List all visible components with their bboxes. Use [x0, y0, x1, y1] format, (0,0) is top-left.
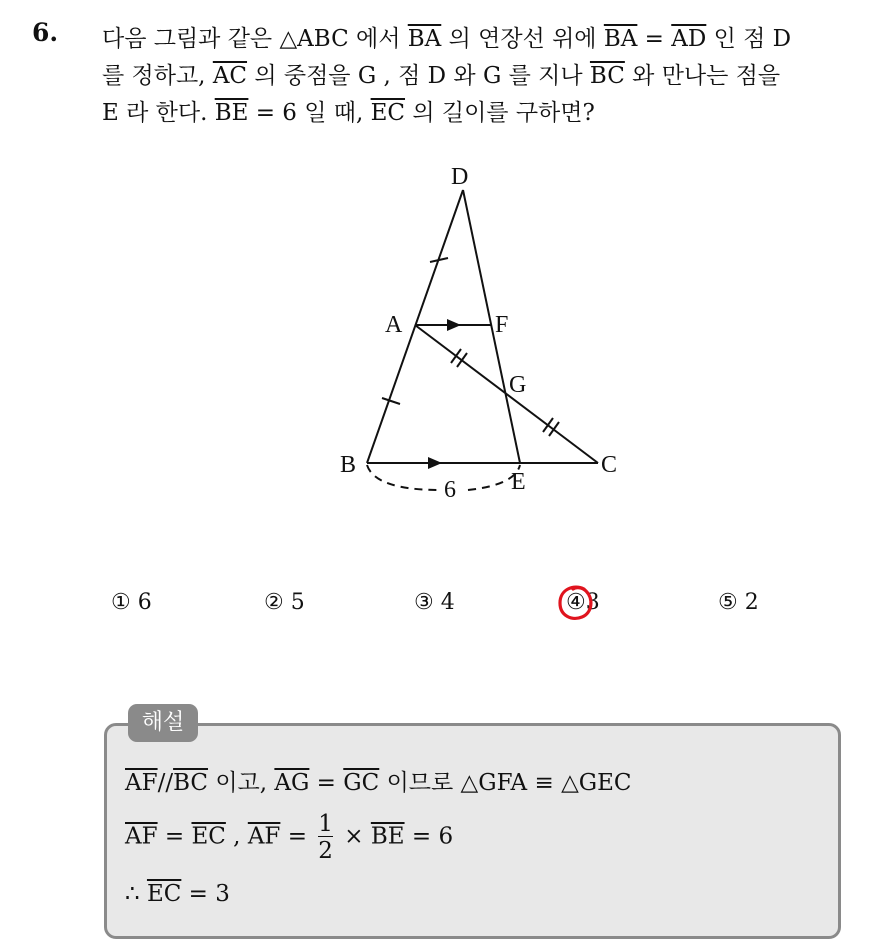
segment-be: $\overline{BE}$ — [370, 823, 405, 850]
length-brace-left — [367, 465, 440, 490]
choice-value: 6 — [137, 590, 152, 615]
choice-value: 3 — [585, 590, 600, 615]
text: = 6 일 때, — [248, 100, 371, 126]
therefore-symbol: ∴ — [125, 881, 147, 907]
label-f: F — [495, 312, 509, 338]
segment-be: $\overline{BE}$ — [214, 100, 249, 126]
text: = — [637, 26, 672, 52]
text: 의 길이를 구하면? — [405, 100, 595, 126]
double-tick-icon — [543, 418, 553, 432]
segment-gc: $\overline{GC}$ — [343, 770, 380, 796]
double-tick-icon — [451, 349, 461, 363]
segment-ac — [415, 325, 598, 463]
segment-de — [463, 190, 520, 463]
tick-mark-icon — [382, 398, 400, 404]
choice-3[interactable] — [414, 590, 455, 615]
segment-ba: $\overline{BA}$ — [603, 26, 638, 52]
segment-ec: $\overline{EC}$ — [191, 823, 226, 850]
text: × — [336, 823, 371, 850]
text: = 6 — [404, 823, 454, 850]
label-b: B — [340, 452, 357, 478]
text: 의 연장선 위에 — [441, 26, 604, 52]
solution-line-2 — [125, 812, 453, 863]
label-be-length: 6 — [444, 477, 456, 503]
fraction-one-half — [318, 812, 333, 863]
choice-symbol: ② — [264, 590, 284, 615]
segment-ad: $\overline{AD}$ — [671, 26, 707, 52]
segment-af: $\overline{AF}$ — [247, 823, 281, 850]
double-tick-icon — [549, 422, 559, 436]
choice-symbol: ④ — [566, 590, 586, 615]
parallel-arrow-icon — [447, 319, 461, 331]
text: 의 중점을 G , 점 D 와 G 를 지나 — [247, 63, 590, 89]
label-d: D — [451, 164, 469, 190]
text: = — [157, 823, 192, 850]
segment-af: $\overline{AF}$ — [125, 770, 158, 796]
choice-symbol: ⑤ — [718, 590, 738, 615]
text: = 3 — [181, 881, 230, 907]
segment-ag: $\overline{AG}$ — [274, 770, 310, 796]
choice-value: 4 — [440, 590, 455, 615]
choice-value: 2 — [744, 590, 759, 615]
text: 를 정하고, — [102, 63, 213, 89]
choice-value: 5 — [290, 590, 305, 615]
solution-line-1 — [125, 764, 632, 797]
segment-ec: $\overline{EC}$ — [370, 100, 406, 126]
text: 이므로 △GFA ≡ △GEC — [379, 770, 632, 796]
segment-bc: $\overline{BC}$ — [173, 770, 209, 796]
choice-2[interactable] — [264, 590, 305, 615]
label-c: C — [601, 452, 618, 478]
text: E 라 한다. — [102, 100, 215, 126]
segment-ba: $\overline{BA}$ — [407, 26, 442, 52]
parallel-symbol: // — [157, 770, 174, 796]
solution-line-3 — [125, 881, 230, 907]
answer-circle-mark-icon — [556, 583, 596, 623]
solution-tab: 해설 — [128, 704, 198, 742]
double-tick-icon — [457, 353, 467, 367]
numerator: 1 — [318, 811, 333, 837]
text: 와 만나는 점을 — [624, 63, 781, 89]
text: 이고, — [208, 770, 275, 796]
denominator: 2 — [318, 838, 333, 865]
segment-ac: $\overline{AC}$ — [212, 63, 248, 89]
choice-symbol: ③ — [414, 590, 434, 615]
text: 다음 그림과 같은 △ABC 에서 — [102, 26, 408, 52]
parallel-arrow-icon — [428, 457, 442, 469]
text: 인 점 D — [706, 26, 792, 52]
question-number: 6. — [32, 18, 59, 47]
segment-bc: $\overline{BC}$ — [589, 63, 625, 89]
choice-1[interactable] — [111, 590, 152, 615]
text: , — [225, 823, 248, 850]
text: = — [309, 770, 344, 796]
segment-ec: $\overline{EC}$ — [146, 881, 182, 907]
label-a: A — [385, 312, 403, 338]
choice-5[interactable] — [718, 590, 759, 615]
choice-symbol: ① — [111, 590, 131, 615]
label-g: G — [509, 372, 527, 398]
label-e: E — [511, 469, 526, 495]
text: = — [280, 823, 315, 850]
segment-af: $\overline{AF}$ — [125, 823, 158, 850]
